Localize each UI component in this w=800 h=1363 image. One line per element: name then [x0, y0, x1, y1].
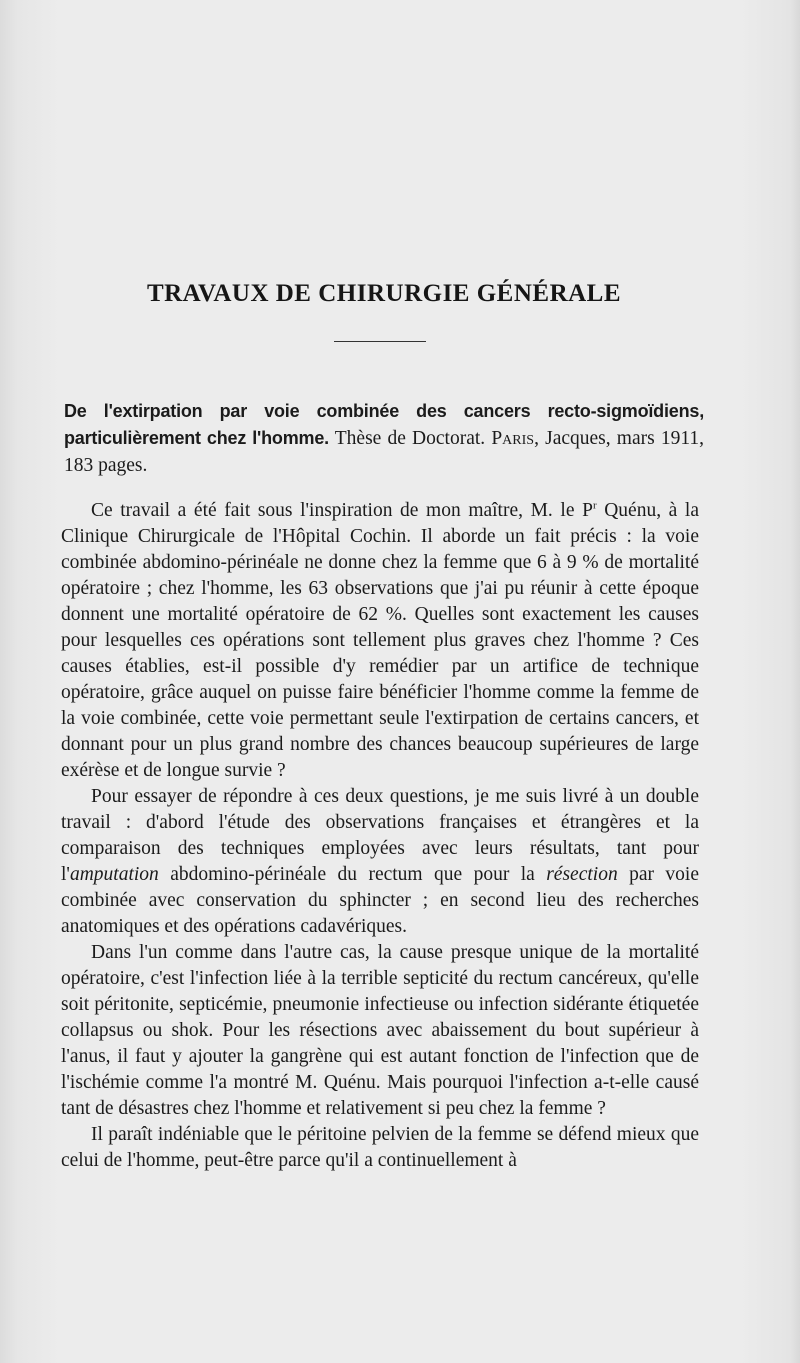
entry-city: Paris — [491, 428, 535, 449]
paragraph-1: Ce travail a été fait sous l'inspiration de mon maître, M. le $P^r$ Quénu, à la Clinique Chirurgicale de l'Hôpital Cochin. Il aborde un fait précis : la voie combinée abdomino-périnéale ne donne chez la femme que 6 à 9 % de mortalité opératoire ; chez l'homme, les 63 observations que j'ai pu réunir à cette époque donnent une mortalité opératoire de 62 %. Quelles sont exactement les causes pour lesquelles ces opérations sont tellement plus graves chez l'homme ? Ces causes établies, est-il possible d'y remédier par un artifice de technique opératoire, grâce auquel on puisse faire bénéficier l'homme comme la femme de la voie combinée, cette voie permettant seule l'extirpation de certains cancers, et donnant pour un plus grand nombre des chances beaucoup supérieures de large exérèse et de longue survie ? — [61, 499, 699, 781]
section-heading: TRAVAUX DE CHIRURGIE GÉNÉRALE — [146, 280, 622, 307]
paragraph-2: Pour essayer de répondre à ces deux questions, je me suis livré à un double travail : d'abord l'étude des observations françaises et étrangères et la comparaison des techniques employées avec leurs résultats, tant pour l'amputation abdomino-périnéale du rectum que pour la résection par voie combinée avec conservation du sphincter ; en second lieu des recherches anatomiques et des opérations cadavériques. — [61, 786, 699, 937]
bibliographic-entry — [64, 398, 704, 479]
entry-details: , Jacques, mars 1911, 183 pages. — [64, 428, 705, 476]
heading-rule — [334, 341, 426, 342]
entry-title: De l'extirpation par voie combinée des cancers recto-sigmoïdiens, particulièrement chez l'homme. — [64, 401, 704, 448]
entry-publication: Thèse de Doctorat. — [328, 428, 492, 449]
paragraph-3: Dans l'un comme dans l'autre cas, la cause presque unique de la mortalité opératoire, c'est l'infection liée à la terrible septicité du rectum cancéreux, qu'elle soit péritonite, septicémie, pneumonie infectieuse ou infection sidérante étiquetée collapsus ou shok. Pour les résections avec abaissement du bout supérieur à l'anus, il faut y ajouter la gangrène qui est autant fonction de l'infection que de l'ischémie comme l'a montré M. Quénu. Mais pourquoi l'infection a-t-elle causé tant de désastres chez l'homme et relativement si peu chez la femme ? — [61, 942, 699, 1119]
body-text — [61, 498, 699, 1174]
paragraph-4: Il paraît indéniable que le péritoine pelvien de la femme se défend mieux que celui de l'homme, peut-être parce qu'il a continuellement à — [61, 1124, 699, 1171]
